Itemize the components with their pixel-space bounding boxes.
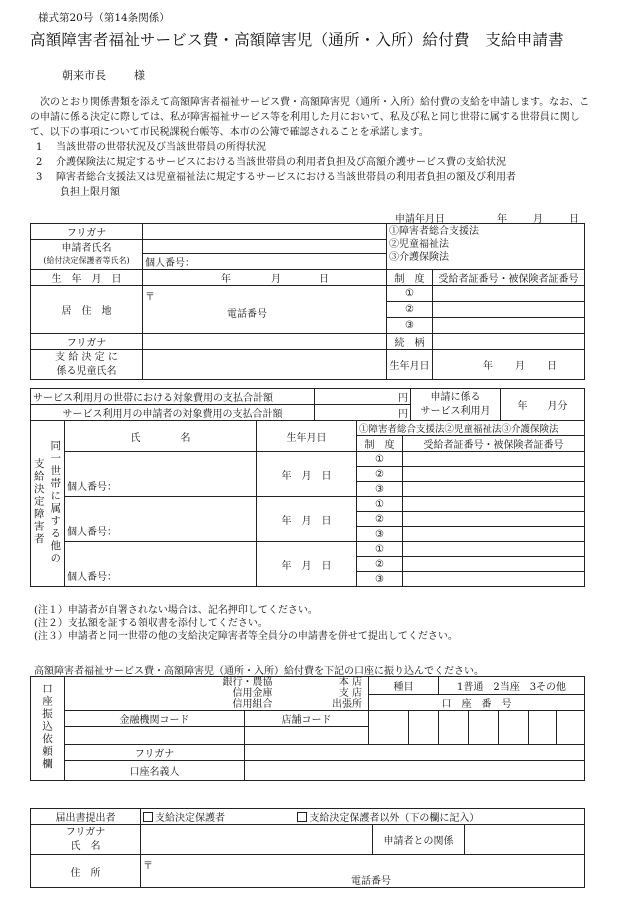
member-3-cert-2[interactable] — [403, 557, 585, 572]
member-1-circle-2: ② — [357, 467, 403, 482]
circle-1: ① — [387, 286, 433, 302]
circle-2: ② — [387, 302, 433, 318]
submitter-opt1-checkbox[interactable] — [143, 812, 153, 822]
applicant-furigana-field[interactable] — [143, 224, 387, 240]
addressee — [62, 67, 145, 83]
submitter-table — [30, 808, 585, 888]
relation-field[interactable] — [433, 334, 585, 350]
member-name-header: 氏 名 — [65, 421, 257, 452]
consent-item: 1 当該世帯の世帯状況及び当該世帯員の所得状況 — [36, 142, 266, 153]
note: (注３）申請者と同一世帯の他の支給決定障害者等全員分の申請書を併せて提出してください。 — [34, 631, 458, 642]
member-3-name[interactable]: 個人番号： — [65, 542, 257, 587]
member-3-dob[interactable]: 年 月 日 — [257, 542, 357, 587]
member-2-cert-1[interactable] — [403, 497, 585, 512]
member-cert-label: 受給者証番号・被保険者証番号 — [403, 436, 585, 452]
account-digit-2[interactable] — [409, 711, 439, 745]
child-dob-field[interactable]: 年 月 日 — [433, 350, 585, 380]
bank-name-field[interactable]: 銀行・農協 信用金庫 信用組合 — [65, 677, 281, 711]
applicant-table — [30, 223, 585, 380]
cert-label: 受給者証番号・被保険者証番号 — [433, 270, 585, 286]
address-field[interactable]: 〒 電話番号 — [143, 286, 387, 334]
page-title: 高額障害者福祉サービス費・高額障害児（通所・入所）給付費 支給申請書 — [30, 31, 564, 49]
member-2-dob[interactable]: 年 月 日 — [257, 497, 357, 542]
notes — [34, 604, 458, 643]
member-system-label: 制 度 — [357, 436, 403, 452]
member-2-cert-2[interactable] — [403, 512, 585, 527]
member-1-cert-2[interactable] — [403, 467, 585, 482]
cert-number-3[interactable] — [433, 318, 585, 334]
branch-code-label: 店舗コード — [245, 711, 369, 727]
cost-table — [30, 388, 585, 421]
member-2-circle-1: ① — [357, 497, 403, 512]
mayor-suffix: 様 — [134, 69, 145, 82]
member-1-cert-3[interactable] — [403, 482, 585, 497]
note: (注２）支払額を証する領収書を添付してください。 — [34, 618, 268, 629]
account-digit-4[interactable] — [469, 711, 499, 745]
household-total-label: サービス利用月の世帯における対象費用の支払合計額 — [31, 389, 315, 405]
member-1-name[interactable]: 個人番号： — [65, 452, 257, 497]
submitter-relation-label: 申請者との関係 — [373, 825, 465, 855]
child-dob-label: 生年月日 — [387, 350, 433, 380]
submitter-name-label: フリガナ 氏 名 — [31, 825, 141, 855]
consent-item-cont: 負担上限月額 — [60, 187, 120, 198]
account-type-options[interactable]: 1普通 2当座 3その他 — [439, 677, 585, 695]
bank-side-label: 口座振込依頼欄 — [31, 677, 65, 781]
submitter-opt2-checkbox[interactable] — [297, 812, 307, 822]
member-3-circle-1: ① — [357, 542, 403, 557]
child-name-label: 支 給 決 定 に 係る児童氏名 — [31, 350, 143, 380]
applicant-total-field[interactable]: 円 — [315, 405, 411, 421]
submitter-address-label: 住 所 — [31, 855, 141, 888]
applicant-furigana-label: フリガナ — [31, 224, 143, 240]
members-table — [30, 420, 585, 587]
relation-label: 続 柄 — [387, 334, 433, 350]
member-1-circle-3: ③ — [357, 482, 403, 497]
branch-code-field[interactable] — [245, 727, 369, 745]
submitter-label: 届出書提出者 — [31, 809, 141, 825]
system-label: 制 度 — [387, 270, 433, 286]
application-date[interactable]: 申請年月日 年 月 日 — [395, 214, 579, 225]
child-furigana-field[interactable] — [143, 334, 387, 350]
member-2-name[interactable]: 個人番号： — [65, 497, 257, 542]
cert-number-1[interactable] — [433, 286, 585, 302]
service-month-field[interactable]: 年 月分 — [501, 389, 585, 421]
account-digit-3[interactable] — [439, 711, 469, 745]
member-1-circle-1: ① — [357, 452, 403, 467]
account-digit-1[interactable] — [369, 711, 409, 745]
member-2-circle-2: ② — [357, 512, 403, 527]
intro-paragraph: 次のとおり関係書類を添えて高額障害者福祉サービス費・高額障害児（通所・入所）給付費の支給を申請します。なお、この申請に係る決定に際しては、私が障害福祉サービス等を利用した月において、私及び私と同じ世帯に属する世帯員に関して、以下の事項について市民税課税台帳等、本市の公簿で確認されることを承諾します。 — [30, 97, 590, 138]
members-side-label: 支給決定障害者 — [31, 421, 48, 587]
note: (注１）申請者が自署されない場合は、記名押印してください。 — [34, 605, 318, 616]
cert-number-2[interactable] — [433, 302, 585, 318]
account-type-label: 種目 — [369, 677, 439, 695]
child-name-field[interactable] — [143, 350, 387, 380]
holder-furigana-field[interactable] — [245, 745, 585, 761]
applicant-name-field[interactable] — [143, 240, 387, 254]
applicant-name-label: 申請者氏名 (給付決定保護者等氏名) — [31, 240, 143, 270]
branch-name-field[interactable]: 本 店 支 店 出張所 — [281, 677, 369, 711]
member-2-cert-3[interactable] — [403, 527, 585, 542]
institution-code-label: 金融機関コード — [65, 711, 245, 727]
consent-item: 2 介護保険法に規定するサービスにおける当該世帯員の利用者負担及び高額介護サービス費の支給状況 — [36, 157, 506, 168]
law-options[interactable]: ①障害者総合支援法 ②児童福祉法 ③介護保険法 — [387, 224, 585, 270]
holder-furigana-label: フリガナ — [65, 745, 245, 761]
member-3-circle-3: ③ — [357, 572, 403, 587]
member-3-cert-3[interactable] — [403, 572, 585, 587]
member-dob-header: 生年月日 — [257, 421, 357, 452]
member-laws-header: ①障害者総合支援法②児童福祉法③介護保険法 — [357, 421, 585, 436]
account-digit-5[interactable] — [499, 711, 529, 745]
household-total-field[interactable]: 円 — [315, 389, 411, 405]
dob-field[interactable]: 年 月 日 — [143, 270, 387, 286]
member-3-circle-2: ② — [357, 557, 403, 572]
dob-label: 生 年 月 日 — [31, 270, 143, 286]
submitter-address-field[interactable]: 〒 電話番号 — [141, 855, 585, 888]
bank-table — [30, 676, 585, 781]
applicant-total-label: サービス利用月の申請者の対象費用の支払合計額 — [31, 405, 315, 421]
member-2-circle-3: ③ — [357, 527, 403, 542]
members-side-label-2: 同一世帯に属する他の — [48, 421, 65, 587]
submitter-name-field[interactable] — [141, 825, 373, 855]
holder-field[interactable] — [245, 761, 585, 781]
address-label: 居 住 地 — [31, 286, 143, 334]
service-month-label: 申請に係る サービス利用月 — [411, 389, 501, 421]
member-1-dob[interactable]: 年 月 日 — [257, 452, 357, 497]
bank-intro: 高額障害者福祉サービス費・高額障害児（通所・入所）給付費を下記の口座に振り込んでください。 — [34, 666, 484, 677]
submitter-relation-field[interactable] — [465, 825, 585, 855]
mayor-name: 朝来市長 — [62, 69, 106, 82]
child-furigana-label: フリガナ — [31, 334, 143, 350]
account-digit-6[interactable] — [529, 711, 557, 745]
holder-label: 口座名義人 — [65, 761, 245, 781]
form-number: 様式第20号（第14条関係） — [38, 12, 170, 24]
submitter-options[interactable]: 支給決定保護者 支給決定保護者以外（下の欄に記入） — [141, 809, 585, 825]
consent-item: 3 障害者総合支援法又は児童福祉法に規定するサービスにおける当該世帯員の利用者負担の額及び利用者 — [36, 172, 516, 183]
circle-3: ③ — [387, 318, 433, 334]
institution-code-field[interactable] — [65, 727, 245, 745]
member-3-cert-1[interactable] — [403, 542, 585, 557]
applicant-personal-number[interactable]: 個人番号： — [143, 254, 387, 270]
member-1-cert-1[interactable] — [403, 452, 585, 467]
account-digit-7[interactable] — [557, 711, 585, 745]
intro-text — [30, 95, 596, 200]
account-number-label: 口 座 番 号 — [369, 695, 585, 711]
